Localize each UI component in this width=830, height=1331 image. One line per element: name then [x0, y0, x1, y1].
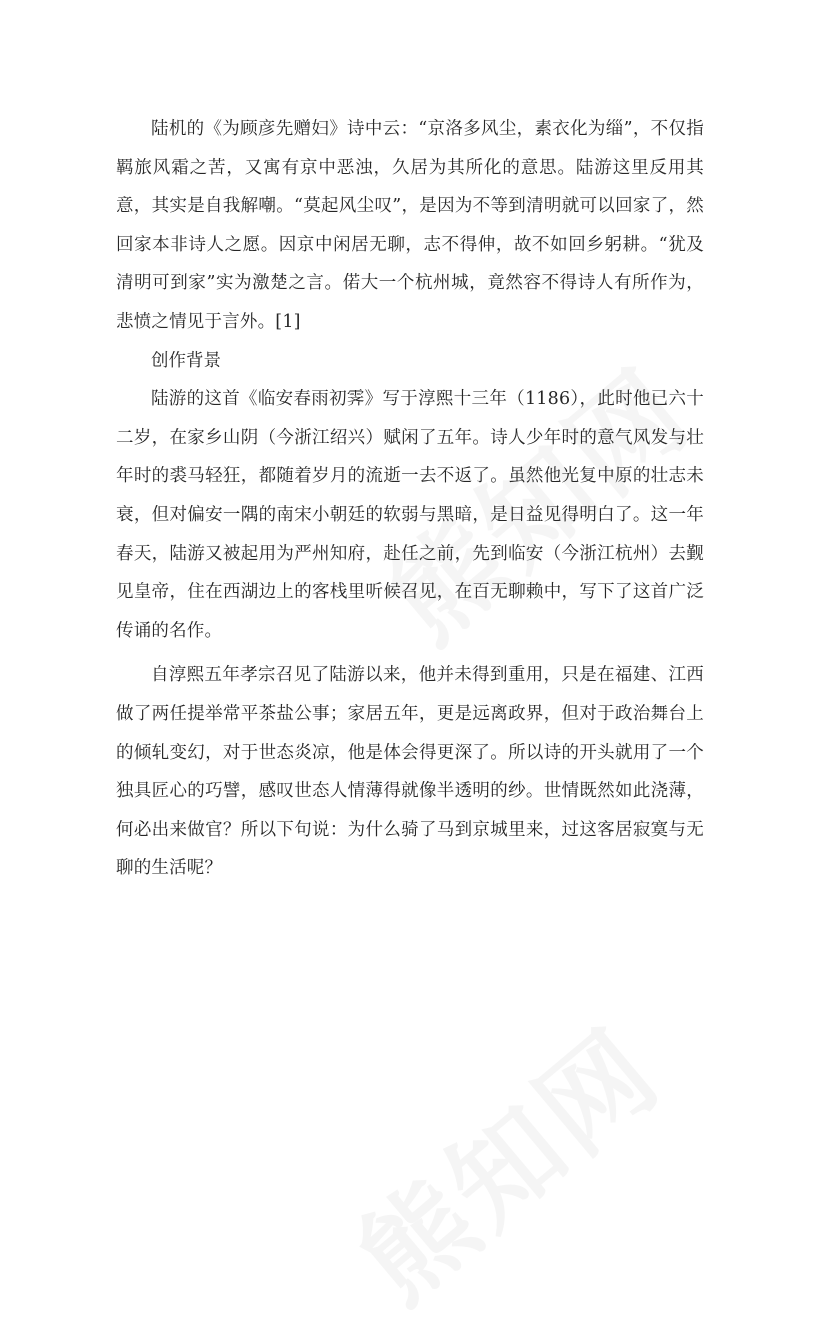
- section-heading: 创作背景: [151, 350, 221, 371]
- paragraph-background-2: 自淳熙五年孝宗召见了陆游以来，他并未得到重用，只是在福建、江西做了两任提举常平茶盐公事；家居五年，更是远离政界，但对于政治舞台上的倾轧变幻，对于世态炎凉，他是体会得更深了。所以诗的开头就用了一个独具匠心的巧譬，感叹世态人情薄得就像半透明的纱。世情既然如此浇薄，何必出来做官？所以下句说：为什么骑了马到京城里来，过这客居寂寞与无聊的生活呢？: [116, 665, 704, 879]
- paragraph-analysis: 陆机的《为顾彦先赠妇》诗中云：“京洛多风尘，素衣化为缁”，不仅指羁旅风霜之苦，又寓有京中恶浊，久居为其所化的意思。陆游这里反用其意，其实是自我解嘲。“莫起风尘叹”，是因为不等到清明就可以回家了，然回家本非诗人之愿。因京中闲居无聊，志不得伸，故不如回乡躬耕。“犹及清明可到家”实为激楚之言。偌大一个杭州城，竟然容不得诗人有所作为，悲愤之情见于言外。[1]: [116, 119, 704, 332]
- document-body: [116, 110, 704, 888]
- paragraph-background-1: 陆游的这首《临安春雨初霁》写于淳熙十三年（1186），此时他已六十二岁，在家乡山阴（今浙江绍兴）赋闲了五年。诗人少年时的意气风发与壮年时的裘马轻狂，都随着岁月的流逝一去不返了。虽然他光复中原的壮志未衰，但对偏安一隅的南宋小朝廷的软弱与黑暗，是日益见得明白了。这一年春天，陆游又被起用为严州知府，赴任之前，先到临安（今浙江杭州）去觐见皇帝，住在西湖边上的客栈里听候召见，在百无聊赖中，写下了这首广泛传诵的名作。: [116, 389, 704, 641]
- watermark: [320, 987, 688, 1331]
